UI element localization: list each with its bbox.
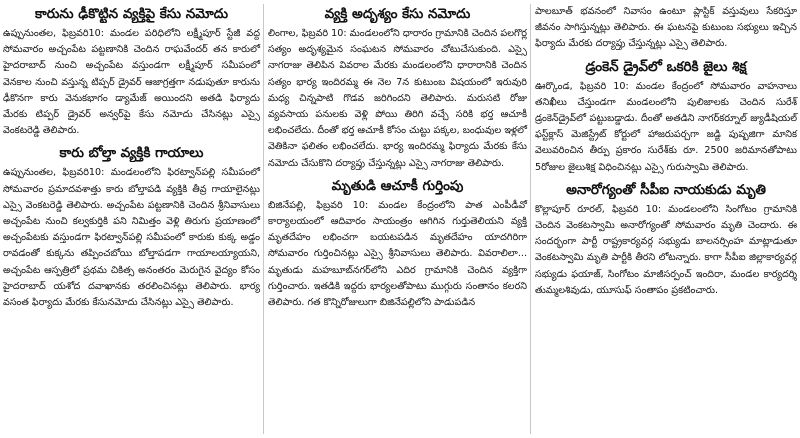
- article-missing-person: [268, 5, 527, 172]
- column-left: [0, 0, 263, 438]
- article-headline: డ్రంకెన్ డ్రైవ్‌లో ఒకరికి జైలు శిక్ష: [585, 58, 747, 75]
- column-right: [532, 0, 800, 438]
- column-middle: [265, 0, 530, 438]
- article-body: ఉప్పునుంతల, ఫిబ్రవరి10: మండలంలోని ఫిరట్వాన్‌పల్లి సమీపంలో సోమవారం ప్రమాదవశాత్తు కారు బోల్తాపడి వ్యక్తికి తీవ్ర గాయాలైనట్లు ఎస్సై వెంకటరెడ్డి తెలిపారు. అచ్చంపేట పట్టణానికి చెందిన శ్రీనివాసులు అచ్చంపేట నుంచి కల్వకుర్తికి పని నిమిత్తం వెళ్లి తిరుగు ప్రయాణంలో అచ్చంపేటకు వస్తుండగా ఫిరట్వాన్‌పల్లి సమీపంలో కారుకు కుక్క అడ్డం రావడంతో కుక్కను తప్పించబోయి బోల్తాపడగా గాయాలయ్యాయని, అచ్చంపేట ఆస్పత్రిలో ప్రథమ చికిత్స అనంతరం మెరుగైన వైద్యం కోసం హైదరాబాద్ యశోద దవాఖానకు తరలించినట్లు తెలిపారు. భార్య వసంత ఫిర్యాదు మేరకు కేసునమోదు చేసినట్లు ఎస్సై తెలిపారు.: [3, 167, 260, 309]
- article-body: కొల్లాపూర్ రూరల్, ఫిబ్రవరి 10: మండలంలోని సింగోటం గ్రామానికి చెందిన వెంకటస్వామి అనారోగ్యంతో సోమవారం మృతి చెందారు. ఈ సందర్భంగా పార్టీ రాష్ట్రకార్యవర్గ సభ్యుడు బాలనర్సింహ మాట్లాడుతూ వెంకటస్వామి మృతి పార్టీకి తీరని లోటన్నారు. కాగా సీపీఐ జిల్లాకార్యవర్గ సభ్యుడు ఫయాజ్, సింగోటం మాజీసర్పంచ్ ఇందిరా, మండల కార్యదర్శి తుమ్మలశివుడు, యూసుఫ్ సంతాపం ప్రకటించారు.: [535, 203, 797, 296]
- article-deceased-identified: [268, 177, 527, 311]
- article-drunken-drive: [535, 58, 797, 176]
- article-body: ఉప్పునుంతల, ఫిబ్రవరి10: మండల పరిధిలోని లక్ష్మీపూర్ స్టేజీ వద్ద సోమవారం అచ్చంపేట పట్టణానికి చెందిన రాఘవేందర్ తన కారులో హైదరాబాద్ నుంచి అచ్చంపేట వస్తుండగా లక్ష్మీపూర్ సమీపంలో వెనకాల నుంచి వస్తున్న టిప్పర్ డ్రైవర్ ఆజాగ్రత్తగా నడుపుతూ కారును ఢీకొనగా కారు వెనుకభాగం డ్యామేజ్ అయిందని అతడి ఫిర్యాదు మేరకు టిప్పర్ డ్రైవర్ అన్వర్‌పై కేసు నమోదు చేసినట్లు ఎస్సై వెంకటరెడ్డి తెలిపారు.: [3, 28, 260, 137]
- article-headline: వ్యక్తి అదృశ్యం కేసు నమోదు: [324, 6, 471, 22]
- article-headline: అనారోగ్యంతో సీపీఐ నాయకుడు మృతి: [566, 181, 766, 198]
- article-headline: కారు బోల్తా వ్యక్తికి గాయాలు: [59, 145, 204, 162]
- article-body: ఊర్కొండ, ఫిబ్రవరి 10: మండల కేంద్రంలో సోమవారం వాహనాలు తనిఖీలు చేస్తుండగా మండలంలోని పులిజాలకు చెందిన సురేశ్ డ్రంకెన్‌డ్రైవ్‌లో పట్టుబడ్డాడు. దీంతో అతడిని నాగర్‌కర్నూల్ జ్యుడీషియల్ ఫస్ట్‌క్లాస్ మెజిస్ట్రేట్ కోర్టులో హాజరుపర్చగా జడ్జి పుష్పజిగా మానిక వెలువరించిన తీర్పు ప్రకారం సురేశ్‌కు రూ. 2500 జరిమానతోపాటు 5రోజుల జైలుశిక్ష విధించినట్లు ఎస్సై గురుస్వామి తెలిపారు.: [535, 80, 797, 173]
- article-car-hit-case: [3, 5, 260, 139]
- article-body: పాలబూత్ భవనంలో నివాసం ఉంటూ ప్లాస్టిక్ వస్తువులు సేకరిస్తూ జీవనం సాగిస్తున్నట్లు తెలిపారు. ఈ ఘటనపై కుటుంబ సభ్యులు ఇచ్చిన ఫిర్యాదు మేరకు దర్యాప్తు చేస్తున్నట్లు ఎస్సై తెలిపారు.: [535, 6, 797, 50]
- column-divider: [263, 4, 264, 434]
- article-car-overturn: [3, 144, 260, 311]
- article-body: లింగాల, ఫిబ్రవరి 10: మండలంలోని ధారారం గ్రామానికి చెందిన పలగొర్ల సత్యం అదృశ్యమైన సంఘటన సోమవారం చోటుచేసుకుంది. ఎస్సై నాగరాజు తెలిపిన వివరాల మేరకు మండలంలోని ధారారానికి చెందిన సత్యం భార్య ఇందిరమ్మ ఈ నెల 7న కుటుంబ విషయంలో ఇరువురి మధ్య చిన్నపాటి గొడవ జరిగిందని తెలిపారు. మరుసటి రోజు వ్యవసాయ పనులకు వెళ్లి పోయి తిరిగి వచ్చే సరికి భర్త ఆచూకీ లభించలేదు. దీంతో భర్త ఆచూకీ కోసం చుట్టు పక్కల, బంధువుల ఇళ్లలో వెతికినా ఫలితం లభించలేదు. భార్య ఇందిరమ్మ ఫిర్యాదు మేరకు కేసు నమోదు చేసుకొని దర్యాప్తు చేస్తున్నట్లు ఎస్సై నాగరాజు తెలిపారు.: [268, 28, 527, 169]
- article-headline: మృతుడి ఆచూకీ గుర్తింపు: [331, 177, 464, 194]
- column-divider: [530, 4, 531, 434]
- article-headline: కారును ఢీకొట్టిన వ్యక్తిపై కేసు నమోదు: [35, 6, 228, 22]
- article-body: బిజినేపల్లి, ఫిబ్రవరి 10: మండల కేంద్రంలోని పాత ఎంపీడీవో కార్యాలయంలో ఆదివారం సాయంత్రం ఆగిగిన గుర్తుతెలియని వ్యక్తి మృతదేహం లభించగా బయటపడిన మృతదేహం యాదగిరిగా సోమవారం గుర్తించినట్లు ఎస్సై శ్రీనివాసులు తెలిపారు. వివరాలిలా... మృతుడు మహబూబ్‌నగర్‌లోని ఎదిర గ్రామానికి చెందిన వ్యక్తిగా గుర్తించారు. ఇతడికి ఇద్దరు భార్యలతోపాటు ముగ్గురు సంతానం కలరని తెలిపారు. గత కొన్నిరోజులుగా బిజినేపల్లిలోని పాడుపడిన: [268, 199, 527, 309]
- article-cpi-leader-death: [535, 181, 797, 299]
- article-deceased-continued: [535, 4, 797, 53]
